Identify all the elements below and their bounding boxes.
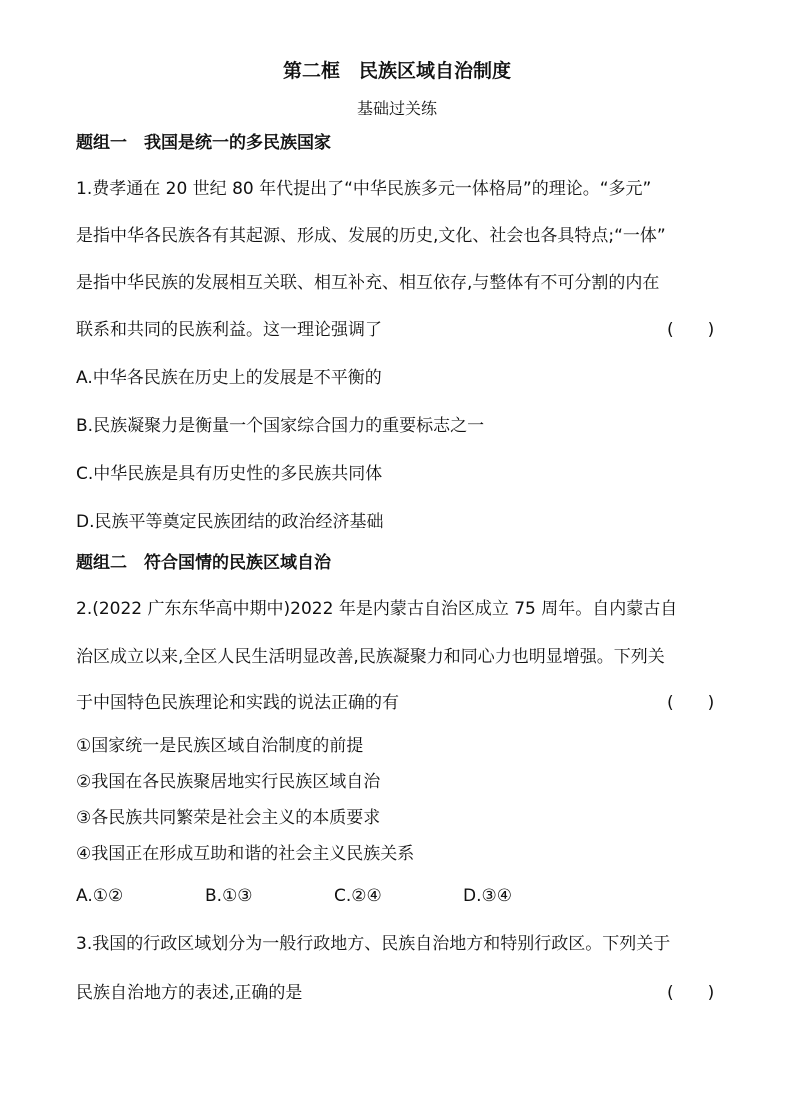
q1-option-b: B.民族凝聚力是衡量一个国家综合国力的重要标志之一 [76,416,485,436]
q2-statement-1: ①国家统一是民族区域自治制度的前提 [76,736,364,756]
q2-statement-3: ③各民族共同繁荣是社会主义的本质要求 [76,808,381,828]
q1-answer-paren: ( ) [667,320,715,340]
q3-line-2: 民族自治地方的表述,正确的是 [76,983,303,1003]
q1-option-d: D.民族平等奠定民族团结的政治经济基础 [76,512,384,532]
q1-line-1: 1.费孝通在 20 世纪 80 年代提出了“中华民族多元一体格局”的理论。“多元” [76,179,652,199]
group1-heading: 题组一 我国是统一的多民族国家 [76,133,331,153]
q2-line-3: 于中国特色民族理论和实践的说法正确的有 [76,693,399,713]
q2-option-c: C.②④ [334,886,382,906]
q1-option-c: C.中华民族是具有历史性的多民族共同体 [76,464,383,484]
page-subtitle: 基础过关练 [356,99,437,118]
page-title: 第二框 民族区域自治制度 [282,60,511,82]
q3-line-1: 3.我国的行政区域划分为一般行政地方、民族自治地方和特别行政区。下列关于 [76,934,671,954]
q3-answer-paren: ( ) [667,983,715,1003]
q2-answer-paren: ( ) [667,693,715,713]
q1-line-2: 是指中华各民族各有其起源、形成、发展的历史,文化、社会也各具特点;“一体” [76,226,666,246]
q1-option-a: A.中华各民族在历史上的发展是不平衡的 [76,368,382,388]
q2-option-b: B.①③ [205,886,253,906]
q2-line-1: 2.(2022 广东东华高中期中)2022 年是内蒙古自治区成立 75 周年。自内蒙古自 [76,599,678,619]
q2-option-a: A.①② [76,886,124,906]
q1-line-3: 是指中华民族的发展相互关联、相互补充、相互依存,与整体有不可分割的内在 [76,273,660,293]
q2-option-d: D.③④ [463,886,512,906]
q2-statement-4: ④我国正在形成互助和谐的社会主义民族关系 [76,844,415,864]
q1-line-4: 联系和共同的民族利益。这一理论强调了 [76,320,382,340]
q2-line-2: 治区成立以来,全区人民生活明显改善,民族凝聚力和同心力也明显增强。下列关 [76,647,665,667]
q2-statement-2: ②我国在各民族聚居地实行民族区域自治 [76,772,381,792]
group2-heading: 题组二 符合国情的民族区域自治 [76,553,331,573]
